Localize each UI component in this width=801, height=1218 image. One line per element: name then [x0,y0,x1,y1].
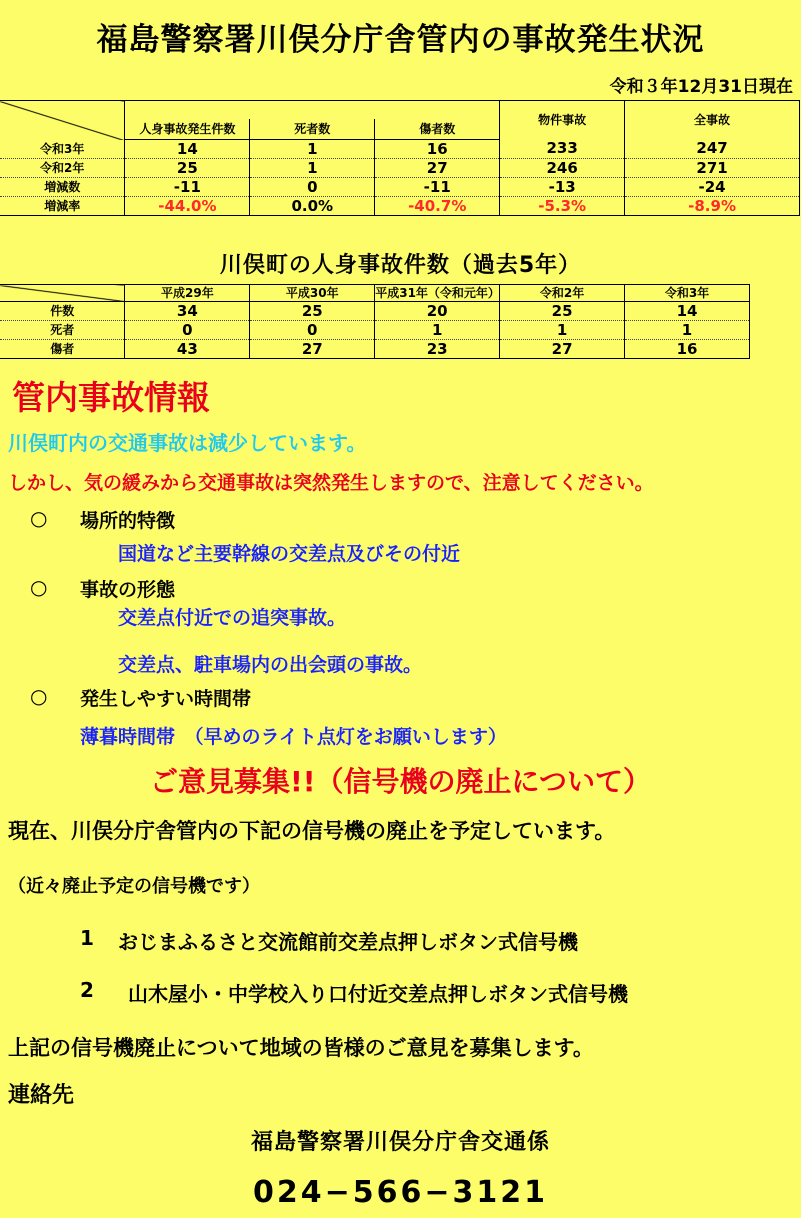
table-cell: 233 [500,140,625,159]
table-cell: -24 [625,178,800,197]
bullet-detail: 薄暮時間帯 （早めのライト点灯をお願いします） [80,726,507,748]
table-cell: 0 [125,321,250,340]
table-row [0,321,750,340]
opinion-title: ご意見募集!!（信号機の廃止について） [150,765,651,798]
table2-header: 令和3年 [625,285,750,302]
five-year-subtitle: 川俣町の人身事故件数（過去5年） [219,253,582,278]
section-title: 管内事故情報 [12,378,210,417]
note-text: （近々廃止予定の信号機です） [8,876,260,897]
row-label: 増減率 [0,197,125,216]
bullet-circle-icon: ○ [30,575,48,599]
table-cell: 20 [375,302,500,321]
row-label: 令和2年 [0,159,125,178]
bullet-heading: 事故の形態 [80,579,176,601]
table2-header: 平成29年 [125,285,250,302]
table-cell: -8.9% [625,197,800,216]
table-cell: 0 [250,321,375,340]
table-cell: 43 [125,340,250,359]
decline-notice: 川俣町内の交通事故は減少しています。 [8,431,367,455]
page-title: 福島警察署川俣分庁舎管内の事故発生状況 [96,22,705,58]
table-row [0,197,800,216]
table-cell: 246 [500,159,625,178]
table1-header: 人身事故発生件数 [125,119,250,140]
row-label: 令和3年 [0,140,125,159]
bullet-detail: 交差点、駐車場内の出会頭の事故。 [118,654,423,676]
table-cell: 247 [625,140,800,159]
table1-corner [0,101,125,140]
caution-notice: しかし、気の緩みから交通事故は突然発生しますので、注意してください。 [8,472,654,494]
table-cell: 25 [250,302,375,321]
bullet-detail: 交差点付近での追突事故。 [118,607,347,629]
table-cell: 271 [625,159,800,178]
table1-header-group [125,101,500,120]
bullet-heading: 発生しやすい時間帯 [80,688,252,710]
bullet-heading: 場所的特徴 [80,510,176,532]
table-cell: 1 [625,321,750,340]
table-cell: -40.7% [375,197,500,216]
plan-text: 現在、川俣分庁舎管内の下記の信号機の廃止を予定しています。 [8,819,616,843]
table-cell: 14 [125,140,250,159]
row-label: 増減数 [0,178,125,197]
table-cell: 1 [250,140,375,159]
accident-status-table [0,100,800,216]
table2-corner [0,285,125,302]
table2-header: 平成31年（令和元年） [375,286,500,300]
bullet-detail: 国道など主要幹線の交差点及びその付近 [118,543,461,565]
table-cell: 16 [375,140,500,159]
as-of-date: 令和３年12月31日現在 [609,77,793,97]
table-cell: 23 [375,340,500,359]
table-cell: 34 [125,302,250,321]
table-row [0,340,750,359]
table-cell: 25 [500,302,625,321]
table-cell: 27 [500,340,625,359]
signal-name: 山木屋小・中学校入り口付近交差点押しボタン式信号機 [128,982,628,1006]
table-cell: 1 [250,159,375,178]
department-name: 福島警察署川俣分庁舎交通係 [250,1130,550,1155]
table-cell: 27 [375,159,500,178]
table1-header: 死者数 [250,119,375,140]
table2-header: 令和2年 [500,285,625,302]
table1-header: 物件事故 [500,101,625,140]
bullet-circle-icon: ○ [30,506,48,530]
table2-header: 平成30年 [250,285,375,302]
table-row [0,178,800,197]
table-cell: 1 [375,321,500,340]
table-cell: 0.0% [250,197,375,216]
table-cell: 16 [625,340,750,359]
table-cell: 27 [250,340,375,359]
signal-number: 2 [80,978,94,1002]
table1-header: 全事故 [625,101,800,140]
table-cell: -13 [500,178,625,197]
table-row [0,140,800,159]
table-row [0,302,750,321]
row-label: 件数 [0,302,125,321]
closing-text: 上記の信号機廃止について地域の皆様のご意見を募集します。 [8,1036,594,1060]
row-label: 死者 [0,321,125,340]
signal-number: 1 [80,926,94,950]
table1-header: 傷者数 [375,119,500,140]
table-row [0,159,800,178]
signal-name: おじまふるさと交流館前交差点押しボタン式信号機 [118,930,578,954]
row-label: 傷者 [0,340,125,359]
five-year-table [0,284,750,359]
table-cell: 0 [250,178,375,197]
table-cell: 14 [625,302,750,321]
table-cell: 1 [500,321,625,340]
table-cell: -44.0% [125,197,250,216]
phone-number: 024−566−3121 [252,1175,548,1210]
table-cell: 25 [125,159,250,178]
table-cell: -11 [375,178,500,197]
contact-label: 連絡先 [8,1083,75,1108]
table-cell: -5.3% [500,197,625,216]
table-cell: -11 [125,178,250,197]
bullet-circle-icon: ○ [30,684,48,708]
